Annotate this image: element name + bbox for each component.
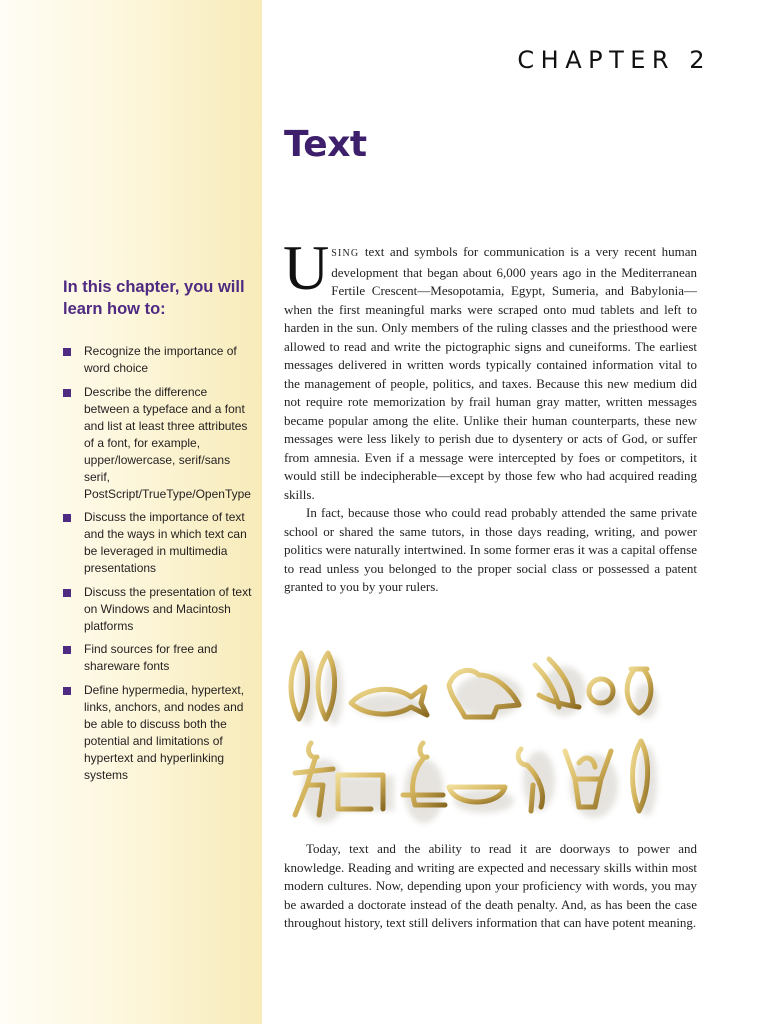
learning-objectives-heading: In this chapter, you will learn how to: <box>63 278 245 318</box>
objective-text: Describe the difference between a typeface and a font and list at least three attributes of a font, for example, upper/lowercase, serif/sans serif, PostScript/TrueType/OpenType <box>84 384 251 501</box>
body-text-bottom <box>284 840 697 933</box>
square-bullet-icon <box>63 514 71 522</box>
objective-item <box>63 509 253 577</box>
objective-item <box>63 343 253 377</box>
objective-text: Recognize the importance of word choice <box>84 344 237 375</box>
sidebar-panel <box>0 0 262 1024</box>
objective-item <box>63 384 253 503</box>
hieroglyphs-illustration <box>283 645 695 830</box>
paragraph-2: In fact, because those who could read probably attended the same private school or shared the same tutors, in those days reading, writing, and power politics were naturally intertwined. In some former eras it was a capital offense to read unless you belonged to the proper social class or possessed a patent granted to you by your rulers. <box>284 505 697 594</box>
body-text-top <box>283 232 697 597</box>
lead-small-caps: SING <box>331 248 360 259</box>
chapter-number: CHAPTER 2 <box>517 46 711 74</box>
drop-cap: U <box>283 232 330 303</box>
paragraph-1-text: text and symbols for communication is a very recent human development that began about 6,000 years ago in the Mediterranean Fertile Crescent—Mesopotamia, Egypt, Sumeria, and Babylonia—when the first meaningful marks were scraped onto mud tablets and left to harden in the sun. Only members of the ruling classes and the priesthood were allowed to read and write the pictographic signs and cuneiforms. The earliest messages delivered in written words typically contained information vital to the management of people, politics, and taxes. Because this new medium did not require rote memorization by frail human gray matter, written messages became popular among the elite. Unlike their human counterparts, these new messages were less likely to perish due to dysentery or acts of God, or suffer from amnesia. Even if a message were intercepted by foes or competitors, it would still be indecipherable—except by those few who had acquired reading skills. <box>284 244 697 502</box>
paragraph-3: Today, text and the ability to read it are doorways to power and knowledge. Reading and writing are expected and necessary skills within most modern cultures. Now, depending upon your proficiency with words, you may be awarded a doctorate instead of the death penalty. And, as has been the case throughout history, text still delivers information that can have potent meaning. <box>284 841 697 930</box>
chapter-title: Text <box>284 124 367 165</box>
square-bullet-icon <box>63 646 71 654</box>
objective-text: Define hypermedia, hypertext, links, anchors, and nodes and be able to discuss both the potential and limitations of hypertext and hyperlinking systems <box>84 682 245 782</box>
objective-item <box>63 584 253 635</box>
learning-objectives-list <box>63 343 253 790</box>
objective-text: Find sources for free and shareware fonts <box>84 642 218 673</box>
objective-item <box>63 682 253 784</box>
objective-text: Discuss the importance of text and the ways in which text can be leveraged in multimedia presentations <box>84 510 247 575</box>
square-bullet-icon <box>63 589 71 597</box>
objective-item <box>63 641 253 675</box>
square-bullet-icon <box>63 348 71 356</box>
paragraph-1 <box>283 232 697 504</box>
square-bullet-icon <box>63 389 71 397</box>
square-bullet-icon <box>63 687 71 695</box>
objective-text: Discuss the presentation of text on Windows and Macintosh platforms <box>84 584 252 633</box>
